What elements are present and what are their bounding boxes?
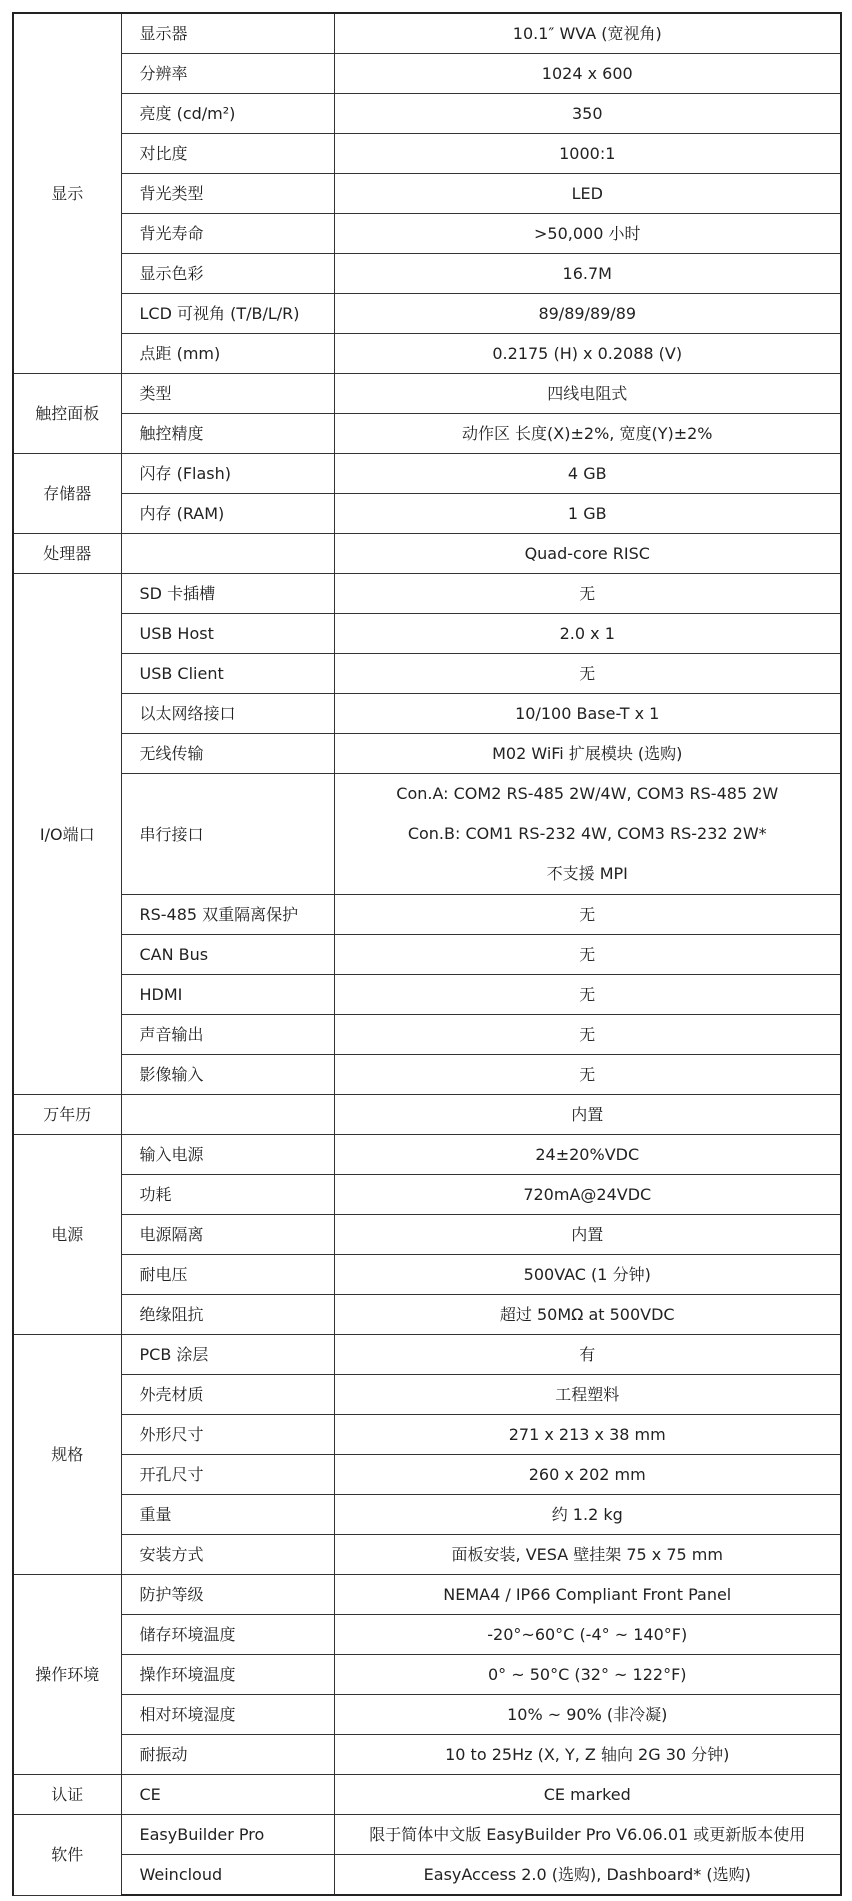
- spec-label: 储存环境温度: [121, 1615, 334, 1655]
- spec-row: [13, 1495, 841, 1535]
- spec-label: 无线传输: [121, 734, 334, 774]
- spec-row: [13, 694, 841, 734]
- spec-row: [13, 1295, 841, 1335]
- spec-row: [13, 214, 841, 254]
- spec-label: 功耗: [121, 1175, 334, 1215]
- section-category: 电源: [13, 1135, 121, 1335]
- spec-value: 约 1.2 kg: [334, 1495, 841, 1535]
- section-category: 触控面板: [13, 374, 121, 454]
- spec-value: 10% ~ 90% (非冷凝): [334, 1695, 841, 1735]
- spec-value: 0.2175 (H) x 0.2088 (V): [334, 334, 841, 374]
- section-category: 显示: [13, 13, 121, 374]
- spec-value: Quad-core RISC: [334, 534, 841, 574]
- spec-value: 无: [334, 574, 841, 614]
- spec-label: 背光类型: [121, 174, 334, 214]
- spec-value: LED: [334, 174, 841, 214]
- spec-row: [13, 494, 841, 534]
- spec-label: [121, 534, 334, 574]
- spec-label: 操作环境温度: [121, 1655, 334, 1695]
- spec-row: [13, 895, 841, 935]
- spec-row: [13, 1735, 841, 1775]
- section-category: 操作环境: [13, 1575, 121, 1775]
- spec-row: [13, 1655, 841, 1695]
- spec-row: [13, 294, 841, 334]
- spec-value: >50,000 小时: [334, 214, 841, 254]
- spec-label: 耐电压: [121, 1255, 334, 1295]
- spec-value: 无: [334, 1015, 841, 1055]
- spec-label: 类型: [121, 374, 334, 414]
- spec-row: [13, 574, 841, 614]
- section-category: 规格: [13, 1335, 121, 1575]
- spec-row: [13, 1775, 841, 1815]
- spec-label: USB Host: [121, 614, 334, 654]
- spec-label: 对比度: [121, 134, 334, 174]
- spec-value: 720mA@24VDC: [334, 1175, 841, 1215]
- spec-value: 动作区 长度(X)±2%, 宽度(Y)±2%: [334, 414, 841, 454]
- spec-label: 分辨率: [121, 54, 334, 94]
- spec-value: 四线电阻式: [334, 374, 841, 414]
- spec-row: [13, 134, 841, 174]
- spec-table: [12, 12, 842, 1896]
- spec-row: [13, 54, 841, 94]
- spec-value: 1024 x 600: [334, 54, 841, 94]
- spec-label: Weincloud: [121, 1855, 334, 1896]
- spec-value: 面板安装, VESA 壁挂架 75 x 75 mm: [334, 1535, 841, 1575]
- spec-row: [13, 374, 841, 414]
- spec-row: [13, 1135, 841, 1175]
- spec-value: 4 GB: [334, 454, 841, 494]
- spec-row: [13, 734, 841, 774]
- spec-label: SD 卡插槽: [121, 574, 334, 614]
- spec-label: 外壳材质: [121, 1375, 334, 1415]
- spec-value: [334, 774, 841, 895]
- spec-value: 无: [334, 935, 841, 975]
- spec-value: EasyAccess 2.0 (选购), Dashboard* (选购): [334, 1855, 841, 1896]
- spec-label: 耐振动: [121, 1735, 334, 1775]
- spec-row: [13, 1215, 841, 1255]
- spec-label: EasyBuilder Pro: [121, 1815, 334, 1855]
- spec-label: 影像输入: [121, 1055, 334, 1095]
- section-category: 软件: [13, 1815, 121, 1896]
- spec-label: 外形尺寸: [121, 1415, 334, 1455]
- section-category: 认证: [13, 1775, 121, 1815]
- spec-row: [13, 1535, 841, 1575]
- spec-value: NEMA4 / IP66 Compliant Front Panel: [334, 1575, 841, 1615]
- spec-label: 触控精度: [121, 414, 334, 454]
- spec-row: [13, 534, 841, 574]
- spec-label: 相对环境湿度: [121, 1695, 334, 1735]
- spec-row: [13, 454, 841, 494]
- spec-label: [121, 1095, 334, 1135]
- spec-label: USB Client: [121, 654, 334, 694]
- spec-row: [13, 1455, 841, 1495]
- spec-value: 0° ~ 50°C (32° ~ 122°F): [334, 1655, 841, 1695]
- spec-row: [13, 1575, 841, 1615]
- spec-label: 内存 (RAM): [121, 494, 334, 534]
- spec-row: [13, 13, 841, 54]
- spec-row: [13, 654, 841, 694]
- spec-row: [13, 1335, 841, 1375]
- spec-value: 无: [334, 654, 841, 694]
- spec-value: 超过 50MΩ at 500VDC: [334, 1295, 841, 1335]
- spec-label: RS-485 双重隔离保护: [121, 895, 334, 935]
- spec-label: 亮度 (cd/m²): [121, 94, 334, 134]
- spec-value: 无: [334, 895, 841, 935]
- spec-value: 16.7M: [334, 254, 841, 294]
- spec-value: 89/89/89/89: [334, 294, 841, 334]
- spec-value: 1000:1: [334, 134, 841, 174]
- spec-row: [13, 1175, 841, 1215]
- spec-table-container: [12, 12, 840, 1896]
- spec-table-body: [13, 13, 841, 1895]
- section-category: 处理器: [13, 534, 121, 574]
- spec-label: HDMI: [121, 975, 334, 1015]
- section-category: 万年历: [13, 1095, 121, 1135]
- spec-row: [13, 614, 841, 654]
- spec-row: [13, 94, 841, 134]
- spec-value: 350: [334, 94, 841, 134]
- spec-value: 无: [334, 1055, 841, 1095]
- spec-value: 10/100 Base-T x 1: [334, 694, 841, 734]
- spec-value: 内置: [334, 1215, 841, 1255]
- spec-label: 防护等级: [121, 1575, 334, 1615]
- spec-label: 显示色彩: [121, 254, 334, 294]
- spec-row: [13, 1695, 841, 1735]
- spec-row: [13, 975, 841, 1015]
- spec-label: 电源隔离: [121, 1215, 334, 1255]
- spec-row: [13, 1855, 841, 1896]
- spec-value: 271 x 213 x 38 mm: [334, 1415, 841, 1455]
- spec-row: [13, 1255, 841, 1295]
- spec-value-line: 不支援 MPI: [546, 864, 628, 883]
- spec-label: 绝缘阻抗: [121, 1295, 334, 1335]
- spec-label: 开孔尺寸: [121, 1455, 334, 1495]
- spec-label: 安装方式: [121, 1535, 334, 1575]
- section-category: 存储器: [13, 454, 121, 534]
- spec-value: 限于简体中文版 EasyBuilder Pro V6.06.01 或更新版本使用: [334, 1815, 841, 1855]
- spec-value: 1 GB: [334, 494, 841, 534]
- spec-row: [13, 334, 841, 374]
- section-category: I/O端口: [13, 574, 121, 1095]
- spec-value: CE marked: [334, 1775, 841, 1815]
- spec-label: 闪存 (Flash): [121, 454, 334, 494]
- spec-row: [13, 774, 841, 895]
- spec-value: 工程塑料: [334, 1375, 841, 1415]
- spec-value: -20°~60°C (-4° ~ 140°F): [334, 1615, 841, 1655]
- spec-label: 重量: [121, 1495, 334, 1535]
- spec-label: 背光寿命: [121, 214, 334, 254]
- spec-value-line: Con.A: COM2 RS-485 2W/4W, COM3 RS-485 2W: [396, 784, 779, 803]
- spec-label: LCD 可视角 (T/B/L/R): [121, 294, 334, 334]
- spec-value: 2.0 x 1: [334, 614, 841, 654]
- spec-label: PCB 涂层: [121, 1335, 334, 1375]
- spec-row: [13, 414, 841, 454]
- spec-value-line: Con.B: COM1 RS-232 4W, COM3 RS-232 2W*: [407, 824, 767, 843]
- spec-label: CAN Bus: [121, 935, 334, 975]
- spec-value: 500VAC (1 分钟): [334, 1255, 841, 1295]
- spec-row: [13, 1615, 841, 1655]
- spec-row: [13, 1375, 841, 1415]
- spec-value: 10 to 25Hz (X, Y, Z 轴向 2G 30 分钟): [334, 1735, 841, 1775]
- spec-label: CE: [121, 1775, 334, 1815]
- spec-value: 10.1″ WVA (宽视角): [334, 13, 841, 54]
- spec-label: 显示器: [121, 13, 334, 54]
- spec-row: [13, 174, 841, 214]
- spec-value: 有: [334, 1335, 841, 1375]
- spec-value: M02 WiFi 扩展模块 (选购): [334, 734, 841, 774]
- spec-row: [13, 1415, 841, 1455]
- spec-value: 内置: [334, 1095, 841, 1135]
- spec-label: 以太网络接口: [121, 694, 334, 734]
- spec-value: 24±20%VDC: [334, 1135, 841, 1175]
- spec-value: 260 x 202 mm: [334, 1455, 841, 1495]
- spec-row: [13, 935, 841, 975]
- spec-row: [13, 1815, 841, 1855]
- spec-label: 串行接口: [121, 774, 334, 895]
- spec-row: [13, 254, 841, 294]
- spec-value: 无: [334, 975, 841, 1015]
- spec-label: 声音输出: [121, 1015, 334, 1055]
- spec-row: [13, 1095, 841, 1135]
- spec-row: [13, 1015, 841, 1055]
- spec-row: [13, 1055, 841, 1095]
- spec-label: 点距 (mm): [121, 334, 334, 374]
- spec-label: 输入电源: [121, 1135, 334, 1175]
